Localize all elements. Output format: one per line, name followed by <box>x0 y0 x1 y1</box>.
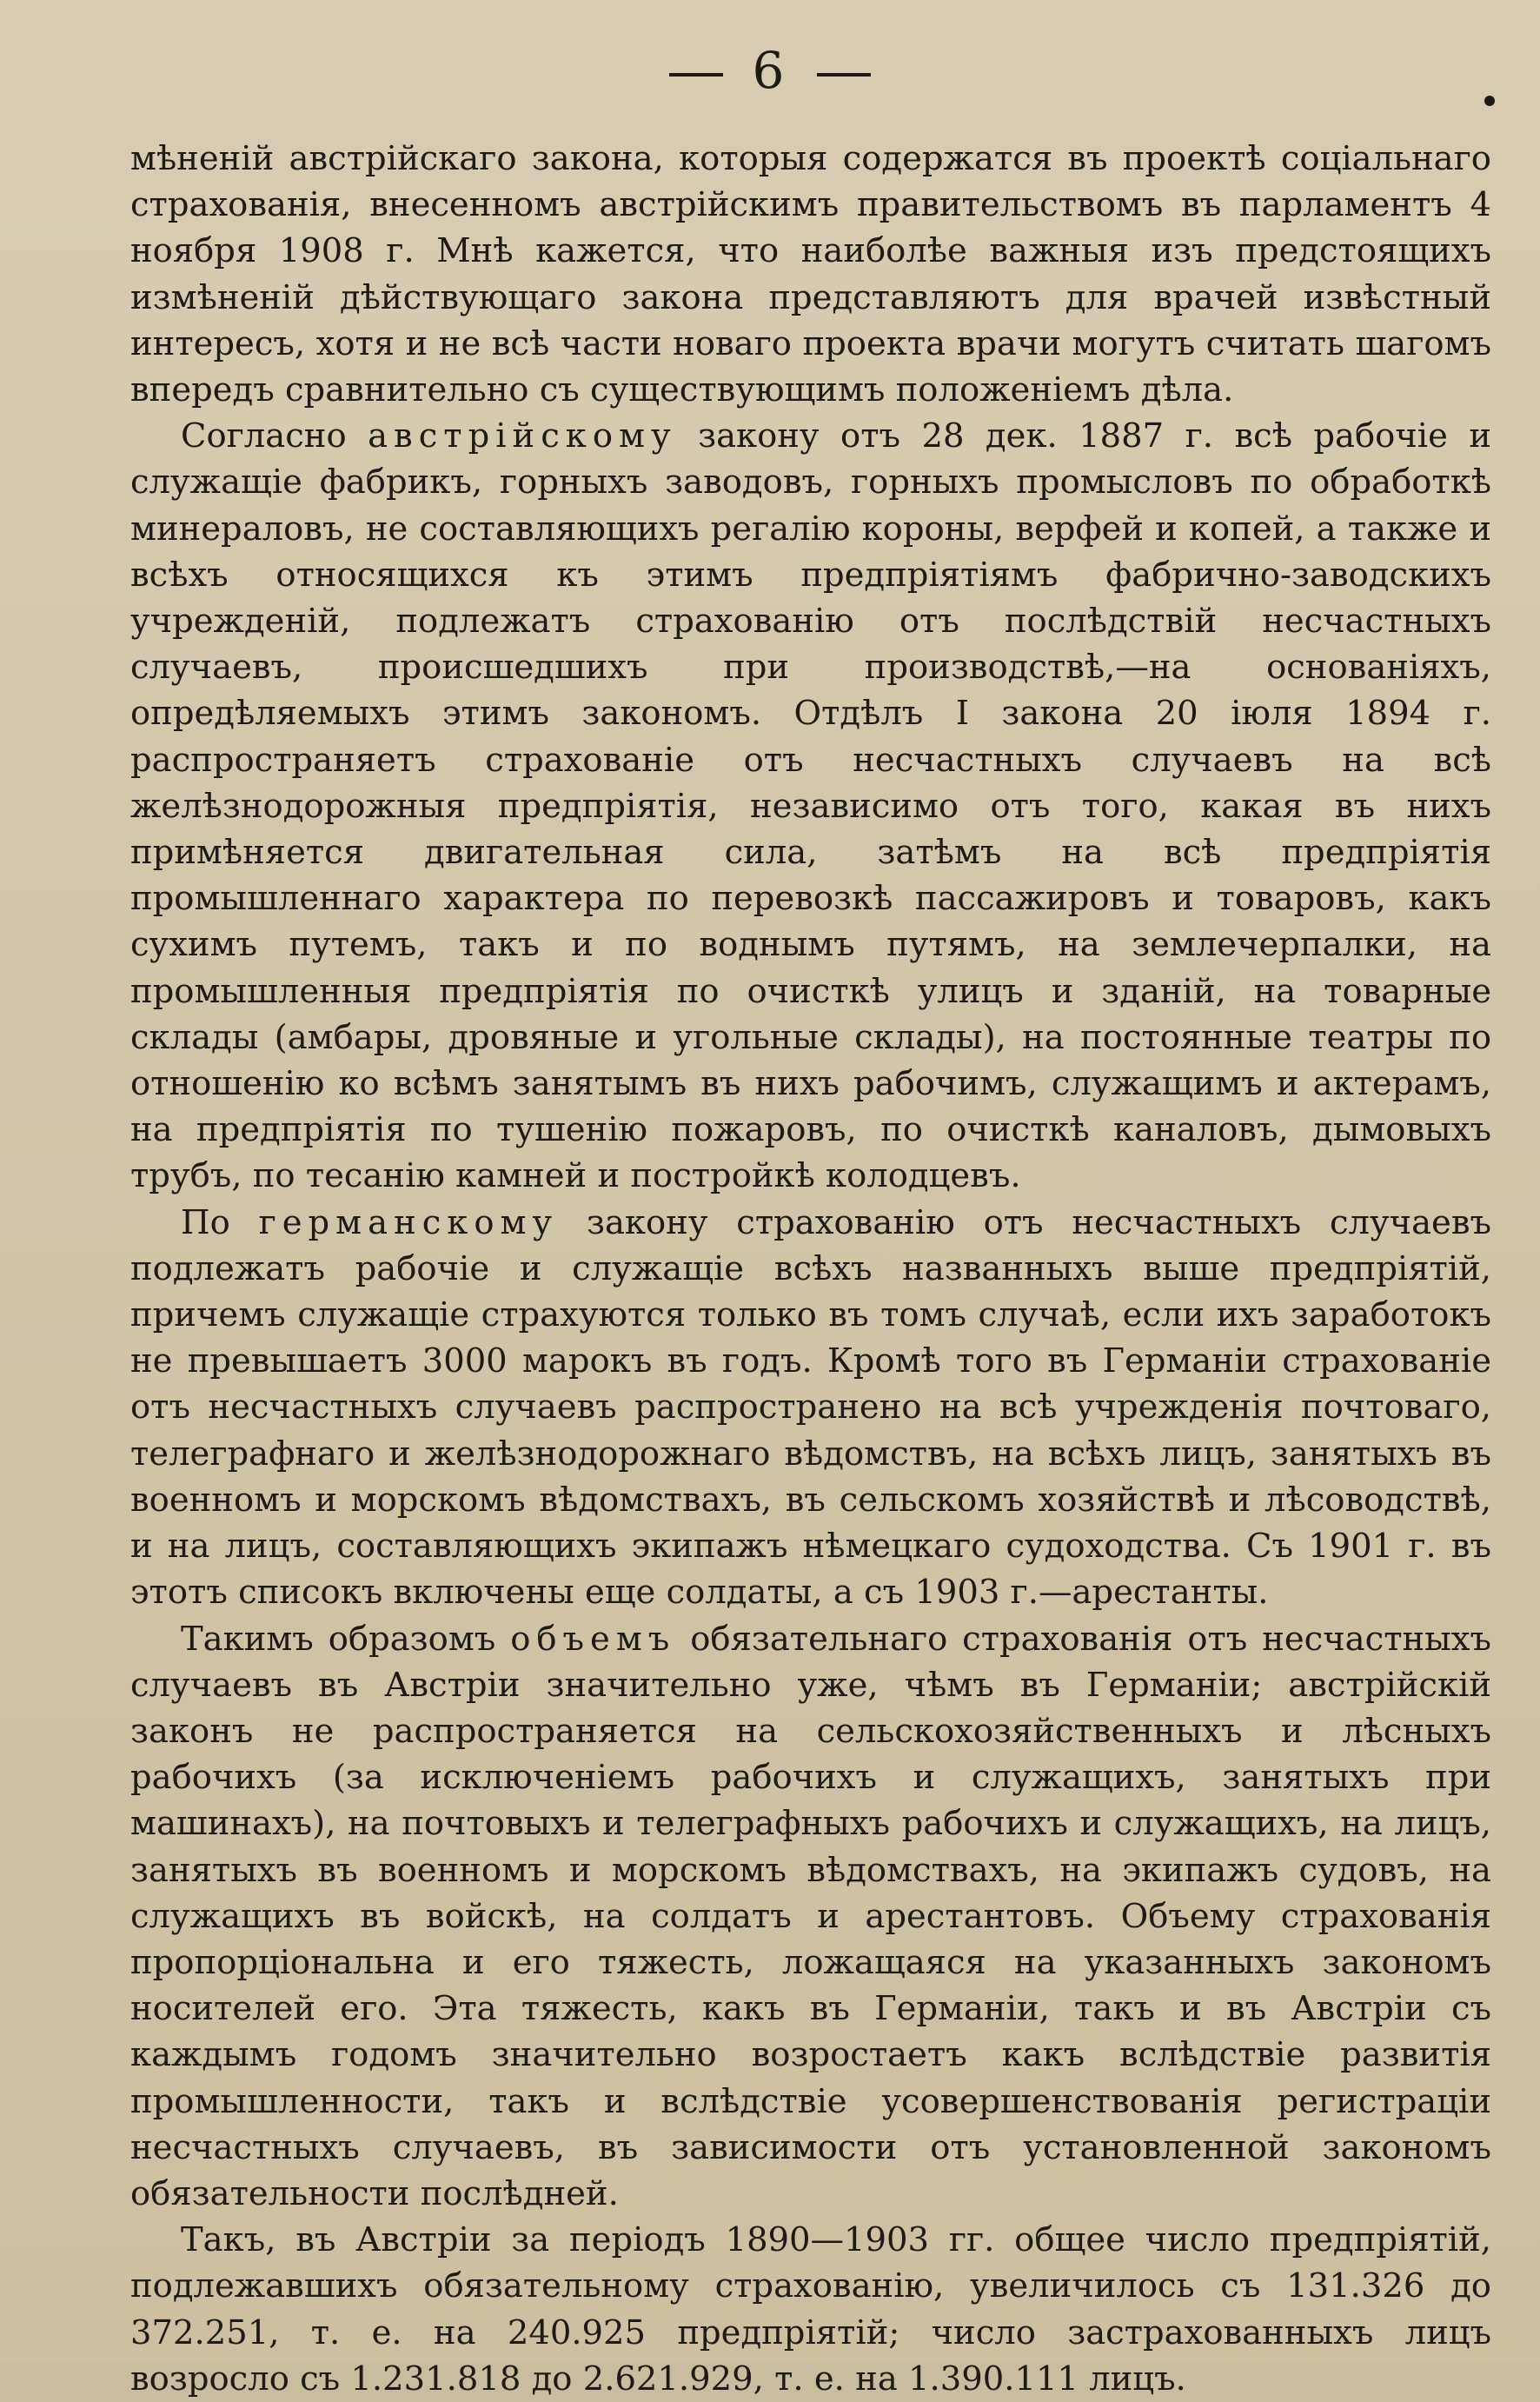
paragraph-1 <box>130 413 1491 1199</box>
paragraph-3 <box>130 1616 1491 2218</box>
body-text <box>130 136 1491 2402</box>
ink-dot <box>1484 96 1495 106</box>
emphasis-austrian-law: австрійскому <box>368 416 677 456</box>
paragraph-2-rest: закону страхованію отъ несчастныхъ случаевъ подлежатъ рабочіе и служащіе всѣхъ названныхъ выше предпріятій, причемъ служащіе страхуются только въ томъ случаѣ, если ихъ заработокъ не превышаетъ 3000 марокъ въ годъ. Кромѣ того въ Германіи страхованіе отъ несчастныхъ случаевъ распространено на всѣ учрежденія почтоваго, телеграфнаго и желѣзнодорожнаго вѣдомствъ, на всѣхъ лицъ, занятыхъ въ военномъ и морскомъ вѣдомствахъ, въ сельскомъ хозяйствѣ и лѣсоводствѣ, и на лицъ, составляющихъ экипажъ нѣмецкаго судоходства. Съ 1901 г. въ этотъ списокъ включены еще солдаты, а съ 1903 г.—арестанты. <box>130 1202 1491 1613</box>
paragraph-0: мѣненій австрійскаго закона, которыя содержатся въ проектѣ соціальнаго страхованія, внесенномъ австрійскимъ правительствомъ въ парламентъ 4 ноября 1908 г. Мнѣ кажется, что наиболѣе важныя изъ предстоящихъ измѣненій дѣйствующаго закона представляютъ для врачей извѣстный интересъ, хотя и не всѣ части новаго проекта врачи могутъ считать шагомъ впередъ сравнительно съ существующимъ положеніемъ дѣла. <box>130 139 1491 410</box>
paragraph-1-start: Согласно <box>181 416 368 456</box>
emphasis-german-law: германскому <box>258 1202 559 1242</box>
paragraph-3-rest: обязательнаго страхованія отъ несчастныхъ случаевъ въ Австріи значительно уже, чѣмъ въ Германіи; австрійскій законъ не распространяется на сельскохозяйственныхъ и лѣсныхъ рабочихъ (за исключеніемъ рабочихъ и служащихъ, занятыхъ при машинахъ), на почтовыхъ и телеграфныхъ рабочихъ и служащихъ, на лицъ, занятыхъ въ военномъ и морскомъ вѣдомствахъ, на экипажъ судовъ, на служащихъ въ войскѣ, на солдатъ и арестантовъ. Объему страхованія пропорціональна и его тяжесть, ложащаяся на указанныхъ закономъ носителей его. Эта тяжесть, какъ въ Германіи, такъ и въ Австріи съ каждымъ годомъ значительно возростаетъ какъ вслѣдствіе развитія промышленности, такъ и вслѣдствіе усовершенствованія регистраціи несчастныхъ случаевъ, въ зависимости отъ установленной закономъ обязательности послѣдней. <box>130 1619 1491 2213</box>
paragraph-2-start: По <box>181 1202 259 1242</box>
paragraph-2 <box>130 1200 1491 1616</box>
header-dash-left <box>669 73 723 77</box>
header-dash-right <box>817 73 871 77</box>
paragraph-1-rest: закону отъ 28 дек. 1887 г. всѣ рабочіе и служащіе фабрикъ, горныхъ заводовъ, горныхъ промысловъ по обработкѣ минераловъ, не составляющихъ регалію короны, верфей и копей, а также и всѣхъ относящихся къ этимъ предпріятіямъ фабрично-заводскихъ учрежденій, подлежатъ страхованію отъ послѣдствій несчастныхъ случаевъ, происшедшихъ при производствѣ,—на основаніяхъ, опредѣляемыхъ этимъ закономъ. Отдѣлъ I закона 20 іюля 1894 г. распространяетъ страхованіе отъ несчастныхъ случаевъ на всѣ желѣзнодорожныя предпріятія, независимо отъ того, какая въ нихъ примѣняется двигательная сила, затѣмъ на всѣ предпріятія промышленнаго характера по перевозкѣ пассажировъ и товаровъ, какъ сухимъ путемъ, такъ и по воднымъ путямъ, на землечерпалки, на промышленныя предпріятія по очисткѣ улицъ и зданій, на товарные склады (амбары, дровяные и угольные склады), на постоянные театры по отношенію ко всѣмъ занятымъ въ нихъ рабочимъ, служащимъ и актерамъ, на предпріятія по тушенію пожаровъ, по очисткѣ каналовъ, дымовыхъ трубъ, по тесанію камней и постройкѣ колодцевъ. <box>130 416 1492 1196</box>
page-header <box>0 40 1540 101</box>
paragraph-3-start: Такимъ образомъ <box>181 1619 511 1659</box>
paragraph-4: Такъ, въ Австріи за періодъ 1890—1903 гг. общее число предпріятій, подлежавшихъ обязательному страхованію, увеличилось съ 131.326 до 372.251, т. е. на 240.925 предпріятій; число застрахованныхъ лицъ возросло съ 1.231.818 до 2.621.929, т. е. на 1.390.111 лицъ. <box>130 2220 1491 2399</box>
page-number: 6 <box>752 41 788 100</box>
emphasis-scope: объемъ <box>510 1619 676 1659</box>
